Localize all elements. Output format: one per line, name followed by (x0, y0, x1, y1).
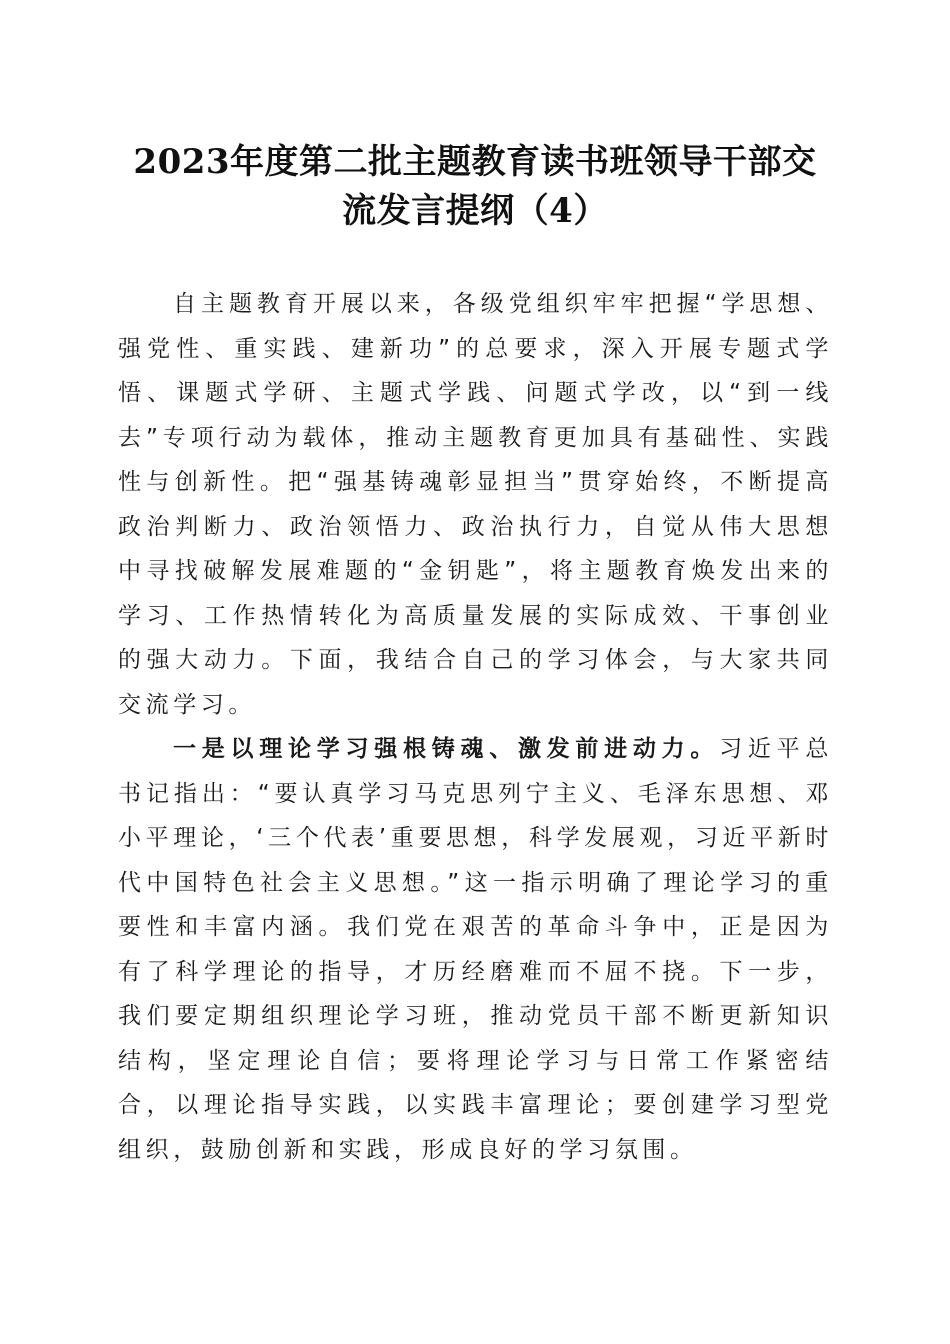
paragraph-intro (118, 282, 833, 727)
paragraph-point-one (118, 727, 833, 1172)
paragraph-text: 自主题教育开展以来，各级党组织牢牢把握“学思想、强党性、重实践、建新功”的总要求，深入开展专题式学悟、课题式学研、主题式学践、问题式学改，以“到一线去”专项行动为载体，推动主题教育更加具有基础性、实践性与创新性。把“强基铸魂彰显担当”贯穿始终，不断提高政治判断力、政治领悟力、政治执行力，自觉从伟大思想中寻找破解发展难题的“金钥匙”，将主题教育焕发出来的学习、工作热情转化为高质量发展的实际成效、干事创业的强大动力。下面，我结合自己的学习体会，与大家共同交流学习。 (118, 291, 833, 718)
document-body (118, 282, 833, 1172)
paragraph-text: 习近平总书记指出：“要认真学习马克思列宁主义、毛泽东思想、邓小平理论，‘三个代表’重要思想，科学发展观，习近平新时代中国特色社会主义思想。”这一指示明确了理论学习的重要性和丰富内涵。我们党在艰苦的革命斗争中，正是因为有了科学理论的指导，才历经磨难而不屈不挠。下一步，我们要定期组织理论学习班，推动党员干部不断更新知识结构，坚定理论自信；要将理论学习与日常工作紧密结合，以理论指导实践，以实践丰富理论；要创建学习型党组织，鼓励创新和实践，形成良好的学习氛围。 (118, 736, 833, 1163)
document-title (100, 138, 850, 236)
title-line-1: 2023年度第二批主题教育读书班领导干部交 (133, 142, 817, 182)
paragraph-lead: 一是以理论学习强根铸魂、激发前进动力。 (173, 736, 720, 762)
title-line-2: 流发言提纲（4） (342, 191, 608, 231)
